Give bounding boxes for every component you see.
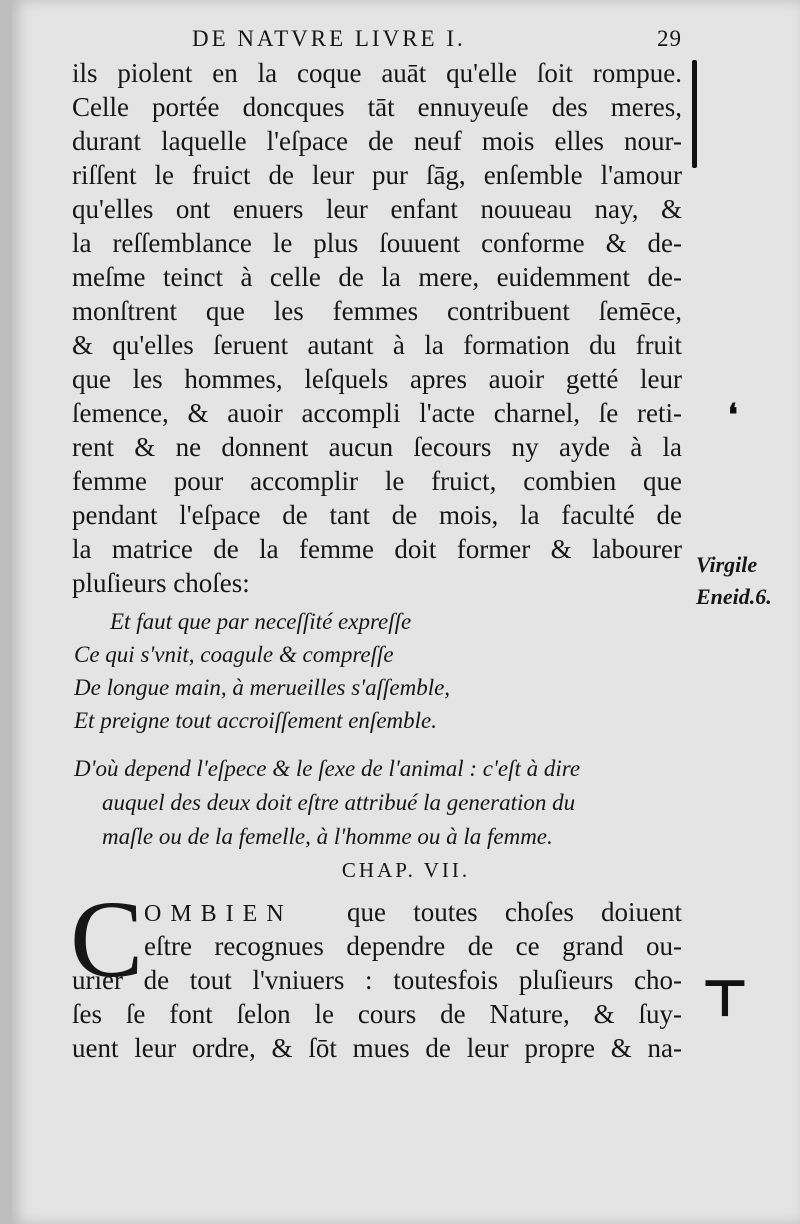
text-line: que les hommes, leſquels apres auoir getté leur <box>72 364 682 394</box>
text-line: qu'elles ont enuers leur enfant nouueau nay, & <box>72 194 682 224</box>
text-line: meſme teinct à celle de la mere, euidemment de- <box>72 262 682 292</box>
book-page <box>12 0 800 1224</box>
summary-line: maſle ou de la femelle, à l'homme ou à la femme. <box>102 824 553 849</box>
paragraph <box>72 56 682 600</box>
verse-line: Ce qui s'vnit, coagule & compreſſe <box>74 642 394 667</box>
ink-mark: ❛ <box>728 399 738 432</box>
verse-line: Et preigne tout accroiſſement enſemble. <box>74 708 437 733</box>
running-title: DE NATVRE LIVRE I. <box>192 26 466 51</box>
text-line: ſemence, & auoir accompli l'acte charnel, ſe reti- <box>72 398 682 428</box>
text-line: Celle portée doncques tāt ennuyeuſe des meres, <box>72 92 682 122</box>
verse-line: Et faut que par neceſſité expreſſe <box>110 609 412 634</box>
text-line: ils piolent en la coque auāt qu'elle ſoit rompue. <box>72 58 682 88</box>
drop-cap: C <box>70 878 144 1000</box>
ink-mark: ⊤ <box>700 971 750 1028</box>
marginal-note-line: Eneid.6. <box>696 584 772 609</box>
verse-line: De longue main, à merueilles s'aſſemble, <box>74 675 451 700</box>
text-line: rent & ne donnent aucun ſecours ny ayde à la <box>72 432 682 462</box>
opening-word: OMBIEN <box>144 901 293 927</box>
running-head <box>192 26 682 56</box>
page-number: 29 <box>657 26 682 51</box>
text-line: eſtre recognues dependre de ce grand ou- <box>144 931 682 961</box>
text-line: pendant l'eſpace de tant de mois, la faculté de <box>72 500 682 530</box>
first-line-rest: que toutes choſes doiuent <box>347 897 682 927</box>
text-line: monſtrent que les femmes contribuent ſemēce, <box>72 296 682 326</box>
margin-bar-mark <box>692 60 697 168</box>
marginal-note-line: Virgile <box>696 552 758 577</box>
text-line: femme pour accomplir le fruict, combien que <box>72 466 682 496</box>
verse-quotation <box>74 605 684 737</box>
text-line: la reſſemblance le plus ſouuent conforme & de- <box>72 228 682 258</box>
text-line: la matrice de la femme doit former & labourer <box>72 534 682 564</box>
text-line: urier de tout l'vniuers : toutesfois pluſieurs cho- <box>72 965 682 995</box>
text-line: uent leur ordre, & ſōt mues de leur propre & na- <box>72 1033 682 1063</box>
chapter-summary <box>74 752 680 854</box>
text-line: pluſieurs choſes: <box>72 568 250 598</box>
chapter-paragraph <box>72 895 682 1065</box>
summary-line: D'où depend l'eſpece & le ſexe de l'animal : c'eſt à dire <box>74 756 581 781</box>
text-line: & qu'elles ſeruent autant à la formation du fruit <box>72 330 682 360</box>
text-line: ſes ſe font ſelon le cours de Nature, & ſuy- <box>72 999 682 1029</box>
text-line: riſſent le fruict de leur pur ſāg, enſemble l'amour <box>72 160 682 190</box>
chapter-heading: CHAP. VII. <box>341 858 471 882</box>
text-line <box>72 895 682 929</box>
text-line: durant laquelle l'eſpace de neuf mois elles nour- <box>72 126 682 156</box>
summary-line: auquel des deux doit eſtre attribué la generation du <box>102 790 576 815</box>
